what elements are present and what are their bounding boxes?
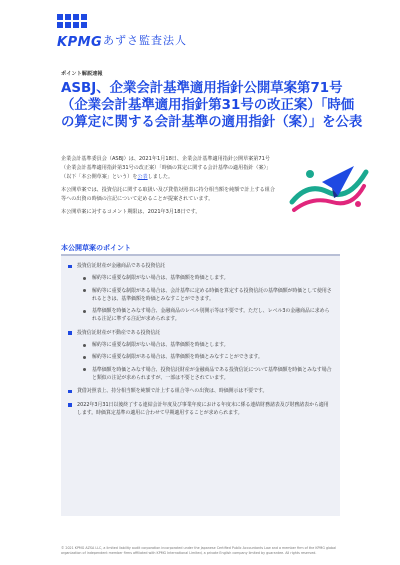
section-heading: 本公開草案のポイント bbox=[61, 244, 131, 252]
point-item bbox=[68, 262, 333, 324]
intro-paragraph-2: 本公開草案では、投資信託に関する取扱い及び貸借対照表に持分相当額を純額で計上する組合等への出資の時価の注記について定めることが提案されています。 bbox=[61, 187, 275, 202]
point-item bbox=[68, 387, 333, 395]
sub-point-item: 解約等に重要な制限がある場合は、基準価額を時価とみなすことができます。 bbox=[77, 353, 333, 361]
sub-point-list bbox=[77, 341, 333, 382]
paper-plane-illustration bbox=[288, 152, 370, 224]
point-text: 投資信託財産が不動産である投資信託 bbox=[77, 329, 161, 336]
kpmg-logo: KPMG bbox=[57, 35, 103, 50]
sub-point-item: 基準価額を時価とみなす場合、投資信託財産が金融商品である投資信託について基準価額を時価とみなす場合と類似の注記が求められますが、一部は不要とされています。 bbox=[77, 366, 333, 383]
intro-paragraph-3: 本公開草案に対するコメント期限は、2021年3月18日です。 bbox=[61, 209, 201, 215]
header bbox=[0, 0, 400, 78]
document-type: ポイント解説速報 bbox=[61, 71, 103, 77]
intro-paragraph-1 bbox=[61, 155, 276, 182]
sub-point-item: 解約等に重要な制限がない場合は、基準価額を時価とします。 bbox=[77, 341, 333, 349]
intro-p1-end: しました。 bbox=[147, 174, 174, 180]
copyright-footer: © 2021 KPMG AZSA LLC, a limited liability audit corporation incorporated under the Japanese Certified Public Accountants Law and a member firm of the KPMG global organization of independent member firms affiliated with KPMG International Limited, a private English company limited by guarantee. All rights reserved. bbox=[61, 546, 336, 555]
points-list bbox=[68, 262, 333, 422]
point-text: 2022年3月31日以後終了する連結会計年度及び事業年度における年度末に係る連結財務諸表及び財務諸表から適用します。時価算定基準の適用に合わせて早期適用することが求められます。 bbox=[77, 401, 329, 416]
sub-point-list bbox=[77, 274, 333, 323]
point-item bbox=[68, 401, 333, 418]
intro-text bbox=[61, 155, 276, 221]
point-item bbox=[68, 329, 333, 382]
brand-name: あずさ監査法人 bbox=[103, 34, 187, 47]
sub-point-item: 解約等に重要な制限がある場合は、会計基準に定める時価を算定する投資信託の基準価額が時価として使用されるときは、基準価額を時価とみなすことができます。 bbox=[77, 287, 333, 304]
page-title: ASBJ、企業会計基準適用指針公開草案第71号（企業会計基準適用指針第31号の改正案）「時価の算定に関する会計基準の適用指針（案）」を公表 bbox=[61, 81, 363, 130]
sub-point-item: 解約等に重要な制限がない場合は、基準価額を時価とします。 bbox=[77, 274, 333, 282]
publication-link[interactable]: 公表 bbox=[137, 174, 148, 180]
points-box-border bbox=[61, 254, 340, 256]
intro-p1-text: 企業会計基準委員会（ASBJ）は、2021年1月18日、企業会計基準適用指針公開草案第71号（企業会計基準適用指針第31号の改正案）「時価の算定に関する会計基準の適用指針（案）」（以下「本公開草案」という）を bbox=[61, 156, 272, 180]
point-text: 貸借対照表上、持分相当額を純額で計上する組合等への出資は、時価開示は不要です。 bbox=[77, 388, 268, 395]
point-text: 投資信託財産が金融商品である投資信託 bbox=[77, 263, 166, 269]
sub-point-item: 基準価額を時価とみなす場合、金融商品のレベル別開示等は不要です。ただし、レベル3の金融商品に求められる注記に準ずる注記が求められます。 bbox=[77, 307, 333, 324]
